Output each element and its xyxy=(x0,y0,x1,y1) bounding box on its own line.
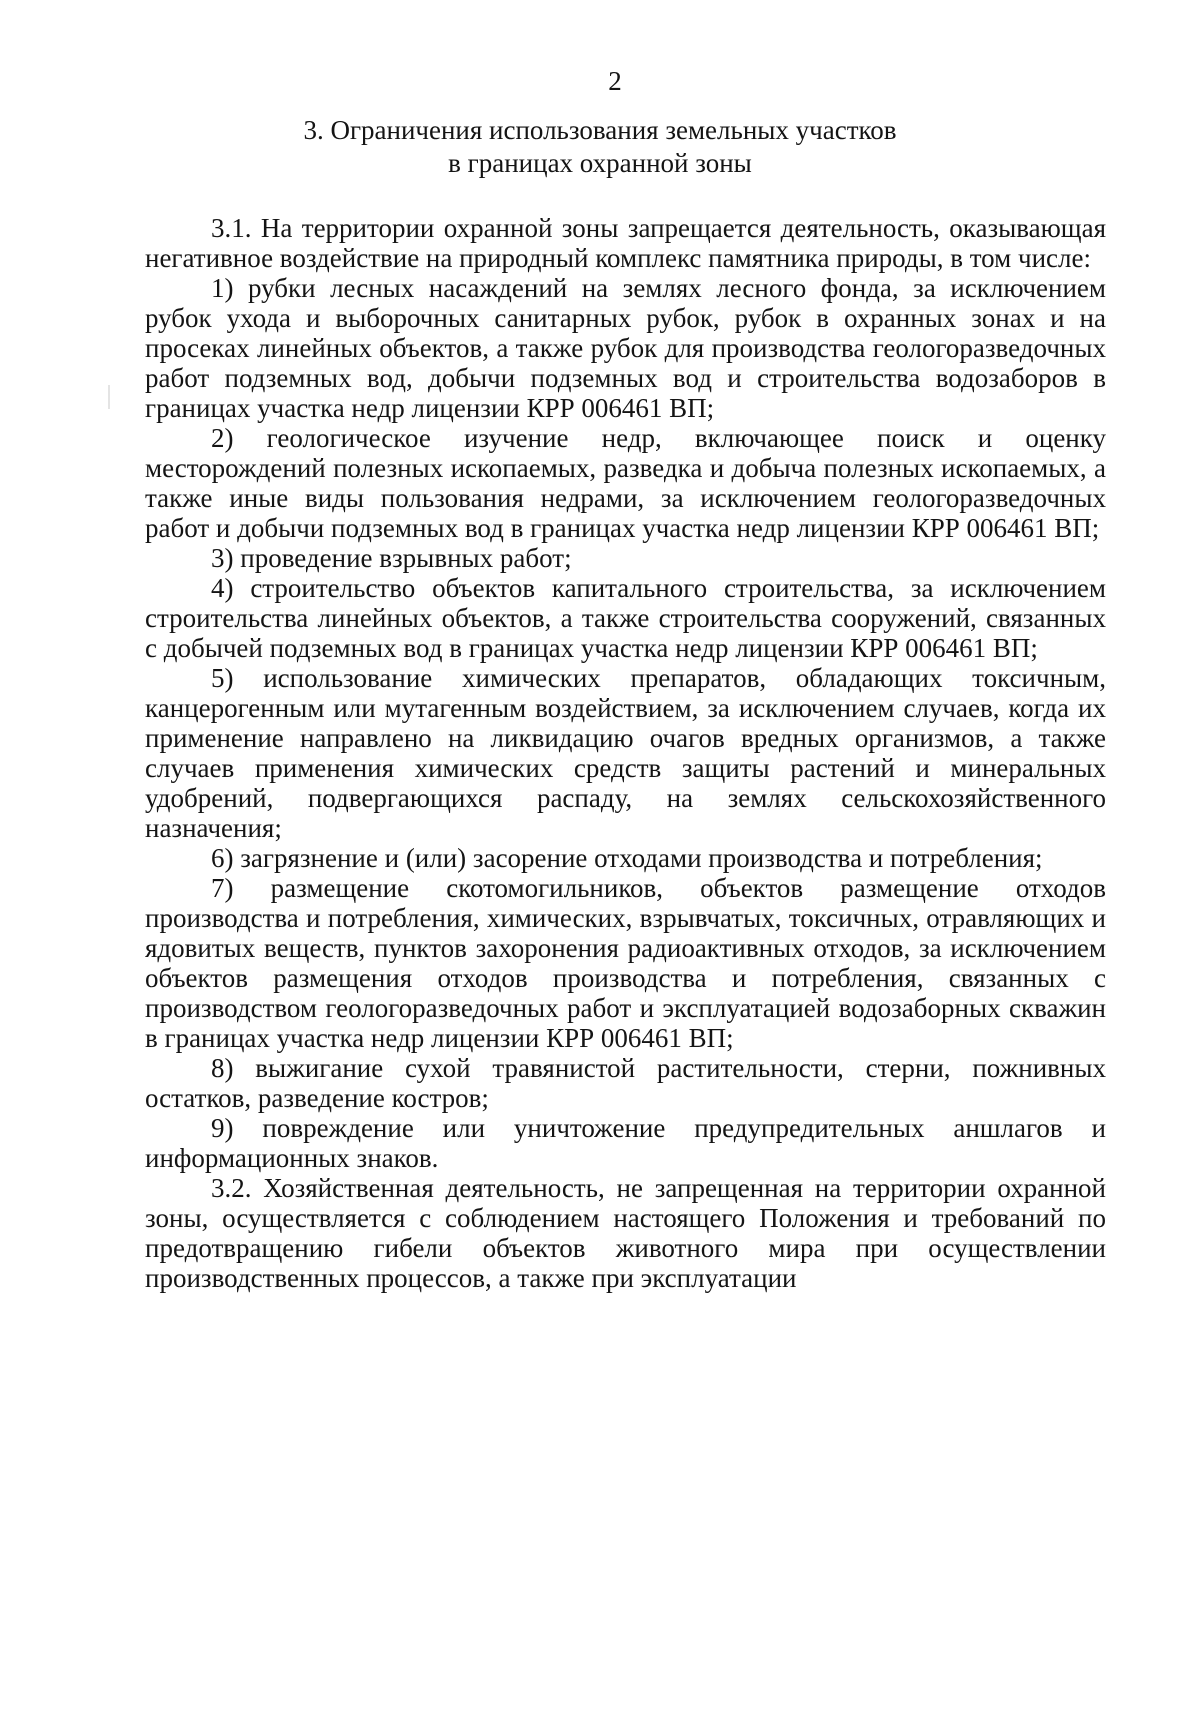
list-item-4: 4) строительство объектов капитального строительства, за исключением строительства линейных объектов, а также строительства сооружений, связанных с добычей подземных вод в границах участка недр лицензии КРР 006461 ВП; xyxy=(145,573,1106,663)
list-item-9: 9) повреждение или уничтожение предупредительных аншлагов и информационных знаков. xyxy=(145,1113,1106,1173)
list-item-3: 3) проведение взрывных работ; xyxy=(211,543,572,573)
list-item-7: 7) размещение скотомогильников, объектов размещение отходов производства и потребления, химических, взрывчатых, токсичных, отравляющих и ядовитых веществ, пунктов захоронения радиоактивных отходов, за исключением объектов размещения отходов производства и потребления, связанных с производством геологоразведочных работ и эксплуатацией водозаборных скважин в границах участка недр лицензии КРР 006461 ВП; xyxy=(145,873,1106,1053)
document-body xyxy=(145,213,1106,1293)
section-title xyxy=(180,114,1020,180)
section-title-line: в границах охранной зоны xyxy=(448,148,752,178)
list-item-8: 8) выжигание сухой травянистой растительности, стерни, пожнивных остатков, разведение костров; xyxy=(145,1053,1106,1113)
list-item-2: 2) геологическое изучение недр, включающее поиск и оценку месторождений полезных ископаемых, разведка и добыча полезных ископаемых, а также иные виды пользования недрами, за исключением геологоразведочных работ и добычи подземных вод в границах участка недр лицензии КРР 006461 ВП; xyxy=(145,423,1106,543)
scan-edge-mark xyxy=(108,385,110,409)
list-item-6: 6) загрязнение и (или) засорение отходами производства и потребления; xyxy=(211,843,1043,873)
list-item-5: 5) использование химических препаратов, обладающих токсичным, канцерогенным или мутагенным воздействием, за исключением случаев, когда их применение направлено на ликвидацию очагов вредных организмов, а также случаев применения химических средств защиты растений и минеральных удобрений, подвергающихся распаду, на землях сельскохозяйственного назначения; xyxy=(145,663,1106,843)
list-item-1: 1) рубки лесных насаждений на землях лесного фонда, за исключением рубок ухода и выборочных санитарных рубок, рубок в охранных зонах и на просеках линейных объектов, а также рубок для производства геологоразведочных работ подземных вод, добычи подземных вод и строительства водозаборов в границах участка недр лицензии КРР 006461 ВП; xyxy=(145,273,1106,423)
section-title-line: 3. Ограничения использования земельных участков xyxy=(303,115,897,145)
paragraph-3-2: 3.2. Хозяйственная деятельность, не запрещенная на территории охранной зоны, осуществляется с соблюдением настоящего Положения и требований по предотвращению гибели объектов животного мира при осуществлении производственных процессов, а также при эксплуатации xyxy=(145,1173,1106,1293)
page-number: 2 xyxy=(608,66,622,96)
paragraph-3-1: 3.1. На территории охранной зоны запрещается деятельность, оказывающая негативное воздействие на природный комплекс памятника природы, в том числе: xyxy=(145,213,1106,273)
